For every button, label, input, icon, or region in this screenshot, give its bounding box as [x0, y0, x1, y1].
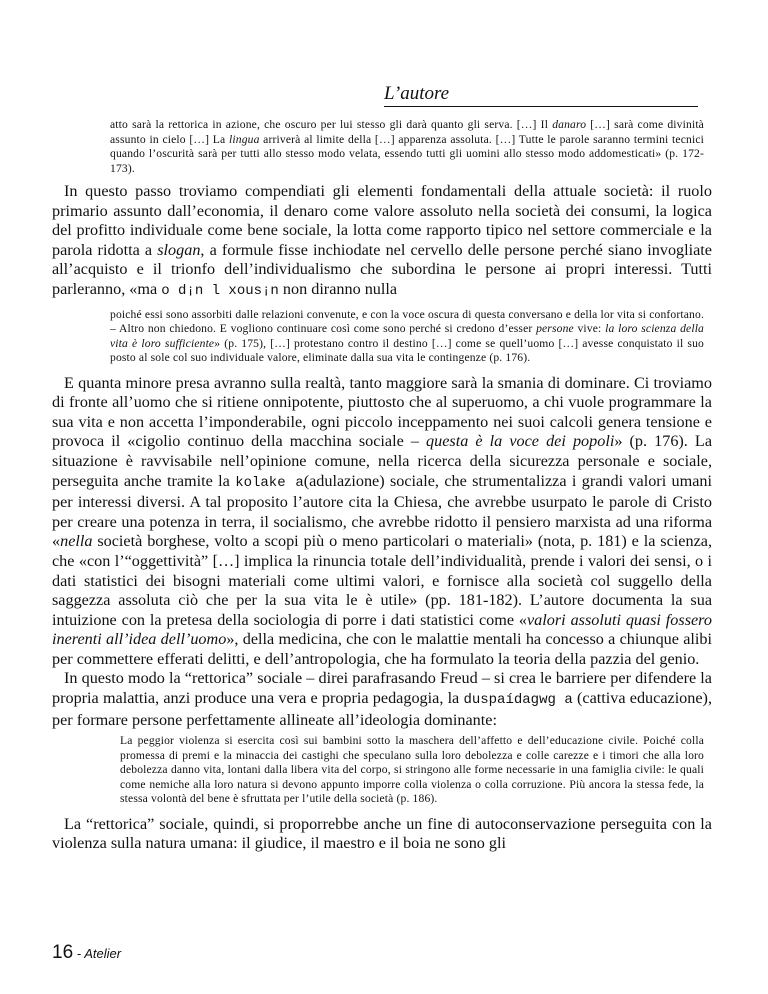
paragraph-1 — [52, 182, 712, 302]
paragraph-text: E quanta minore presa avranno sulla realtà, tanto maggiore sarà la smania di dominare. Ci troviamo di fronte all’uomo che si ritiene onnipotente, piuttosto che al superuomo, a chi vuole programmare la sua vita e non accetta l’imponderabile, ogni piccolo inceppamento nei suoi calcoli genera tensione e provoca il «cigolio continuo della macchina sociale – — [52, 373, 712, 451]
paragraph-text: In questo modo la “rettorica” sociale – direi parafrasando Freud – si crea le barriere per difendere la propria malattia, anzi produce una vera e propria pedagogia, la — [52, 669, 712, 708]
paragraph-2 — [52, 374, 712, 670]
quote-emphasis: lingua — [229, 132, 260, 146]
quote-text: La peggior violenza si esercita così sui bambini sotto la maschera dell’affetto e dell’educazione civile. Poiché colla promessa di premi e la minaccia dei castighi che speculano sulla loro debolezza e colle carezze e i timori che alla loro debolezza danno vita, lontani dalla libera vita del corpo, si stringono alle forme necessarie in una famiglia civile: le quali come nemiche alla loro natura si devono appunto imporre colla violenza o colla corruzione. Più ancora la stessa fede, la stessa volontà del bene è sfruttata per l’utile della società (p. 186). — [120, 734, 704, 806]
quote-text: atto sarà la rettorica in azione, che oscuro per lui stesso gli darà quanto gli serva. […] Il — [110, 118, 553, 131]
block-quote-3 — [120, 734, 704, 807]
running-head — [384, 84, 698, 107]
page-number: 16 — [52, 942, 74, 963]
footer-separator: - — [73, 946, 85, 961]
paragraph-text: (cattiva educazione), per formare persone perfettamente allineate all’ideologia dominante: — [52, 689, 712, 729]
paragraph-text: La “rettorica” sociale, quindi, si proporrebbe anche un fine di autoconservazione perseguita con la violenza sulla natura umana: il giudice, il maestro e il boia ne sono gli — [52, 814, 712, 853]
paragraph-emphasis: slogan — [157, 240, 201, 259]
quote-emphasis: danaro — [552, 118, 587, 131]
quote-text: » (p. 175), […] protestano contro il destino […] come se quell’uomo […] avesse conquistato il suo posto al sole col suo individuale valore, eliminate dalla sua vita le contingenze (p. 176). — [110, 336, 704, 365]
paragraph-text: In questo passo troviamo compendiati gli elementi fondamentali della attuale società: il ruolo primario assunto dall’economia, il denaro come valore assoluto nella società dei consumi, la logica del profitto individuale come bene sociale, la lotta come rapporto tipico nel settore commerciale e la parola ridotta a — [52, 182, 712, 259]
block-quote-1 — [110, 118, 704, 176]
article-body — [52, 118, 712, 854]
greek-text: kolake a — [235, 474, 304, 491]
quote-emphasis: persone — [536, 322, 574, 336]
paragraph-emphasis: nella — [60, 532, 93, 551]
paragraph-3 — [52, 669, 712, 730]
paragraph-text: , a formule fisse inchiodate nel cervello delle persone perché siano invogliate all’acquisto e il trionfo dell’individualismo che subordina le persone ai propri interessi. Tutti parleranno, «ma — [52, 240, 712, 298]
paragraph-text: (adulazione) sociale, che strumentalizza i grandi valori umani per interessi diversi. A tal proposito l’autore cita la Chiesa, che avrebbe usurpato le parole di Cristo per creare una potenza in terra, il socialismo, che avrebbe ridotto il pensiero marxista ad una riforma « — [52, 471, 712, 551]
quote-emphasis: la loro scienza della vita è loro sufficiente — [110, 322, 705, 350]
block-quote-2 — [110, 308, 704, 366]
running-title: L’autore — [384, 83, 450, 104]
paragraph-text: », della medicina, che con le malattie mentali ha concesso a chiunque alibi per commettere efferati delitti, e dell’antropologia, che ha formulato la teoria della pazzia del genio. — [52, 630, 713, 668]
magazine-name: Atelier — [84, 946, 122, 961]
quote-text: vive: — [573, 322, 606, 336]
greek-text: o d¡n l xous¡n — [161, 282, 279, 299]
paragraph-emphasis: valori assoluti quasi fossero inerenti all’idea dell’uomo — [52, 610, 712, 649]
paragraph-4 — [52, 815, 712, 854]
quote-text: […] sarà come divinità assunto in cielo […] La — [110, 118, 704, 146]
quote-text: poiché essi sono assorbiti dalle relazioni convenute, e con la voce oscura di questa conversano e della lor vita si confortano. – Altro non chiedono. E vogliono continuare così come sono perché si credono d’esser — [110, 307, 704, 336]
paragraph-text: non diranno nulla — [278, 279, 398, 298]
paragraph-emphasis: questa è la voce dei popoli — [426, 432, 615, 451]
quote-text: arriverà al limite della […] apparenza assoluta. […] Tutte le parole saranno termini tecnici quando l’oscurità sarà per tutti allo stesso modo velata, essendo tutti gli uomini allo stesso modo addomesticati» (p. 172-173). — [110, 132, 704, 175]
paragraph-text: società borghese, volto a scopi più o meno particolari o materiali» (nota, p. 181) e la scienza, che «con l’“oggettività” […] implica la rinuncia totale dell’individualità, prende i valori dei sensi, o i dati statistici dei bisogni materiali come ultimi valori, e fornisce alla società col suggello della saggezza assoluta ciò che per la sua vita le è utile» (pp. 181-182). L’autore documenta la sua intuizione con la pretesa della sociologia di porre i dati statistici come « — [52, 532, 712, 629]
greek-text: duspaídagwg a — [463, 692, 573, 709]
paragraph-text: » (p. 176). La situazione è ravvisabile nell’opinione comune, nella ricerca della sicurezza personale e sociale, perseguita anche tramite la — [52, 432, 713, 490]
page-footer — [52, 942, 121, 964]
